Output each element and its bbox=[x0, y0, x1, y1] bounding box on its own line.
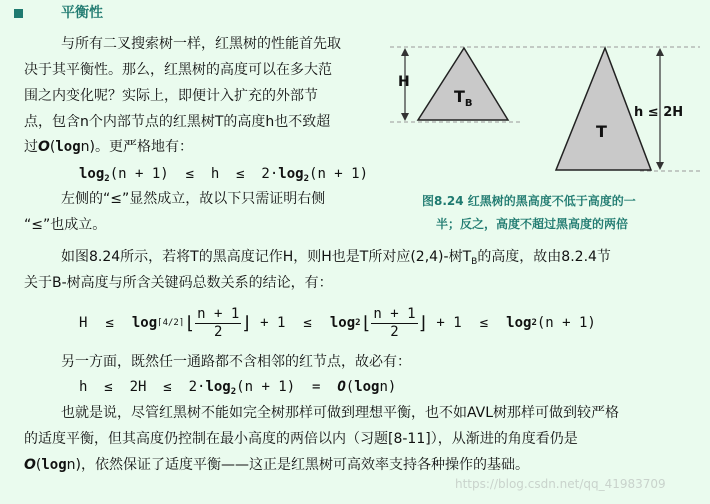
para1-line4: 点，包含n个内部节点的红黑树T的高度h也不致超 bbox=[24, 114, 331, 130]
para1-line1: 与所有二叉搜索树一样，红黑树的性能首先取 bbox=[61, 36, 341, 52]
para2-line2: “≤”也成立。 bbox=[24, 217, 107, 233]
para3-line1: 如图8.24所示，若将T的黑高度记作H，则H也是T所对应(2,4)-树$T_B$的高度，故由8.2.4节 bbox=[61, 249, 611, 267]
h-arrow-head-down bbox=[401, 113, 409, 121]
formula-1: $\log_2(n + 1) \le h \le 2\cdot\log_2(n + 1)$ bbox=[79, 166, 369, 184]
para1-line2: 决于其平衡性。那么，红黑树的高度可以在多大范 bbox=[24, 62, 332, 78]
para1-line3: 围之内变化呢？实际上，即便计入扩充的外部节 bbox=[24, 88, 318, 104]
formula-3: $h \le 2H \le 2\cdot\log_2(n + 1) = O(\log n)$ bbox=[79, 379, 397, 397]
para5-line2: 的适度平衡，但其高度仍控制在最小高度的两倍以内（习题[8-11]），从渐进的角度看仍是 bbox=[24, 431, 578, 447]
h-arrow-head-up bbox=[401, 48, 409, 56]
section-title: 平衡性 bbox=[61, 5, 103, 21]
label-H: H bbox=[398, 74, 410, 90]
figure-8-24 bbox=[390, 40, 700, 190]
para5-line1: 也就是说，尽管红黑树不能如完全树那样可做到理想平衡，也不如AVL树那样可做到较严格 bbox=[61, 405, 620, 421]
formula-2: H ≤ log ⌈4/2⌉ ⌊ $\frac{n + 1}{2}$ ⌋ + 1 ≤ log 2 ⌊ $\frac{n + 1}{2}$ ⌋ + 1 ≤ log 2 (n + 1) bbox=[79, 305, 596, 340]
watermark: https://blog.csdn.net/qq_41983709 bbox=[455, 477, 666, 491]
h2-arrow-head-up bbox=[656, 48, 664, 56]
fraction-1: $\frac{n + 1}{2}$ bbox=[197, 305, 240, 340]
section-bullet bbox=[14, 9, 23, 18]
para5-line3: O(logn)，依然保证了适度平衡——这正是红黑树可高效率支持各种操作的基础。 bbox=[24, 457, 530, 473]
para3-line2: 关于B-树高度与所含关键码总数关系的结论，有： bbox=[24, 275, 333, 291]
label-TB: $T_B$ bbox=[454, 87, 473, 109]
h2-arrow-head-down bbox=[656, 162, 664, 170]
label-h-le-2H: h ≤ 2H bbox=[634, 105, 684, 120]
para4-line1: 另一方面，既然任一通路都不含相邻的红节点，故必有： bbox=[61, 354, 411, 370]
figure-caption-line2: 半；反之，高度不超过黑高度的两倍 bbox=[436, 217, 629, 231]
para1-line5: 过O(logn)。更严格地有： bbox=[24, 139, 194, 155]
para2-line1: 左侧的“≤”显然成立，故以下只需证明右侧 bbox=[61, 191, 326, 207]
triangle-TB bbox=[418, 48, 508, 120]
label-T: T bbox=[596, 122, 607, 141]
fraction-2: $\frac{n + 1}{2}$ bbox=[373, 305, 416, 340]
figure-caption-line1: 图8.24 红黑树的黑高度不低于高度的一 bbox=[422, 194, 636, 208]
